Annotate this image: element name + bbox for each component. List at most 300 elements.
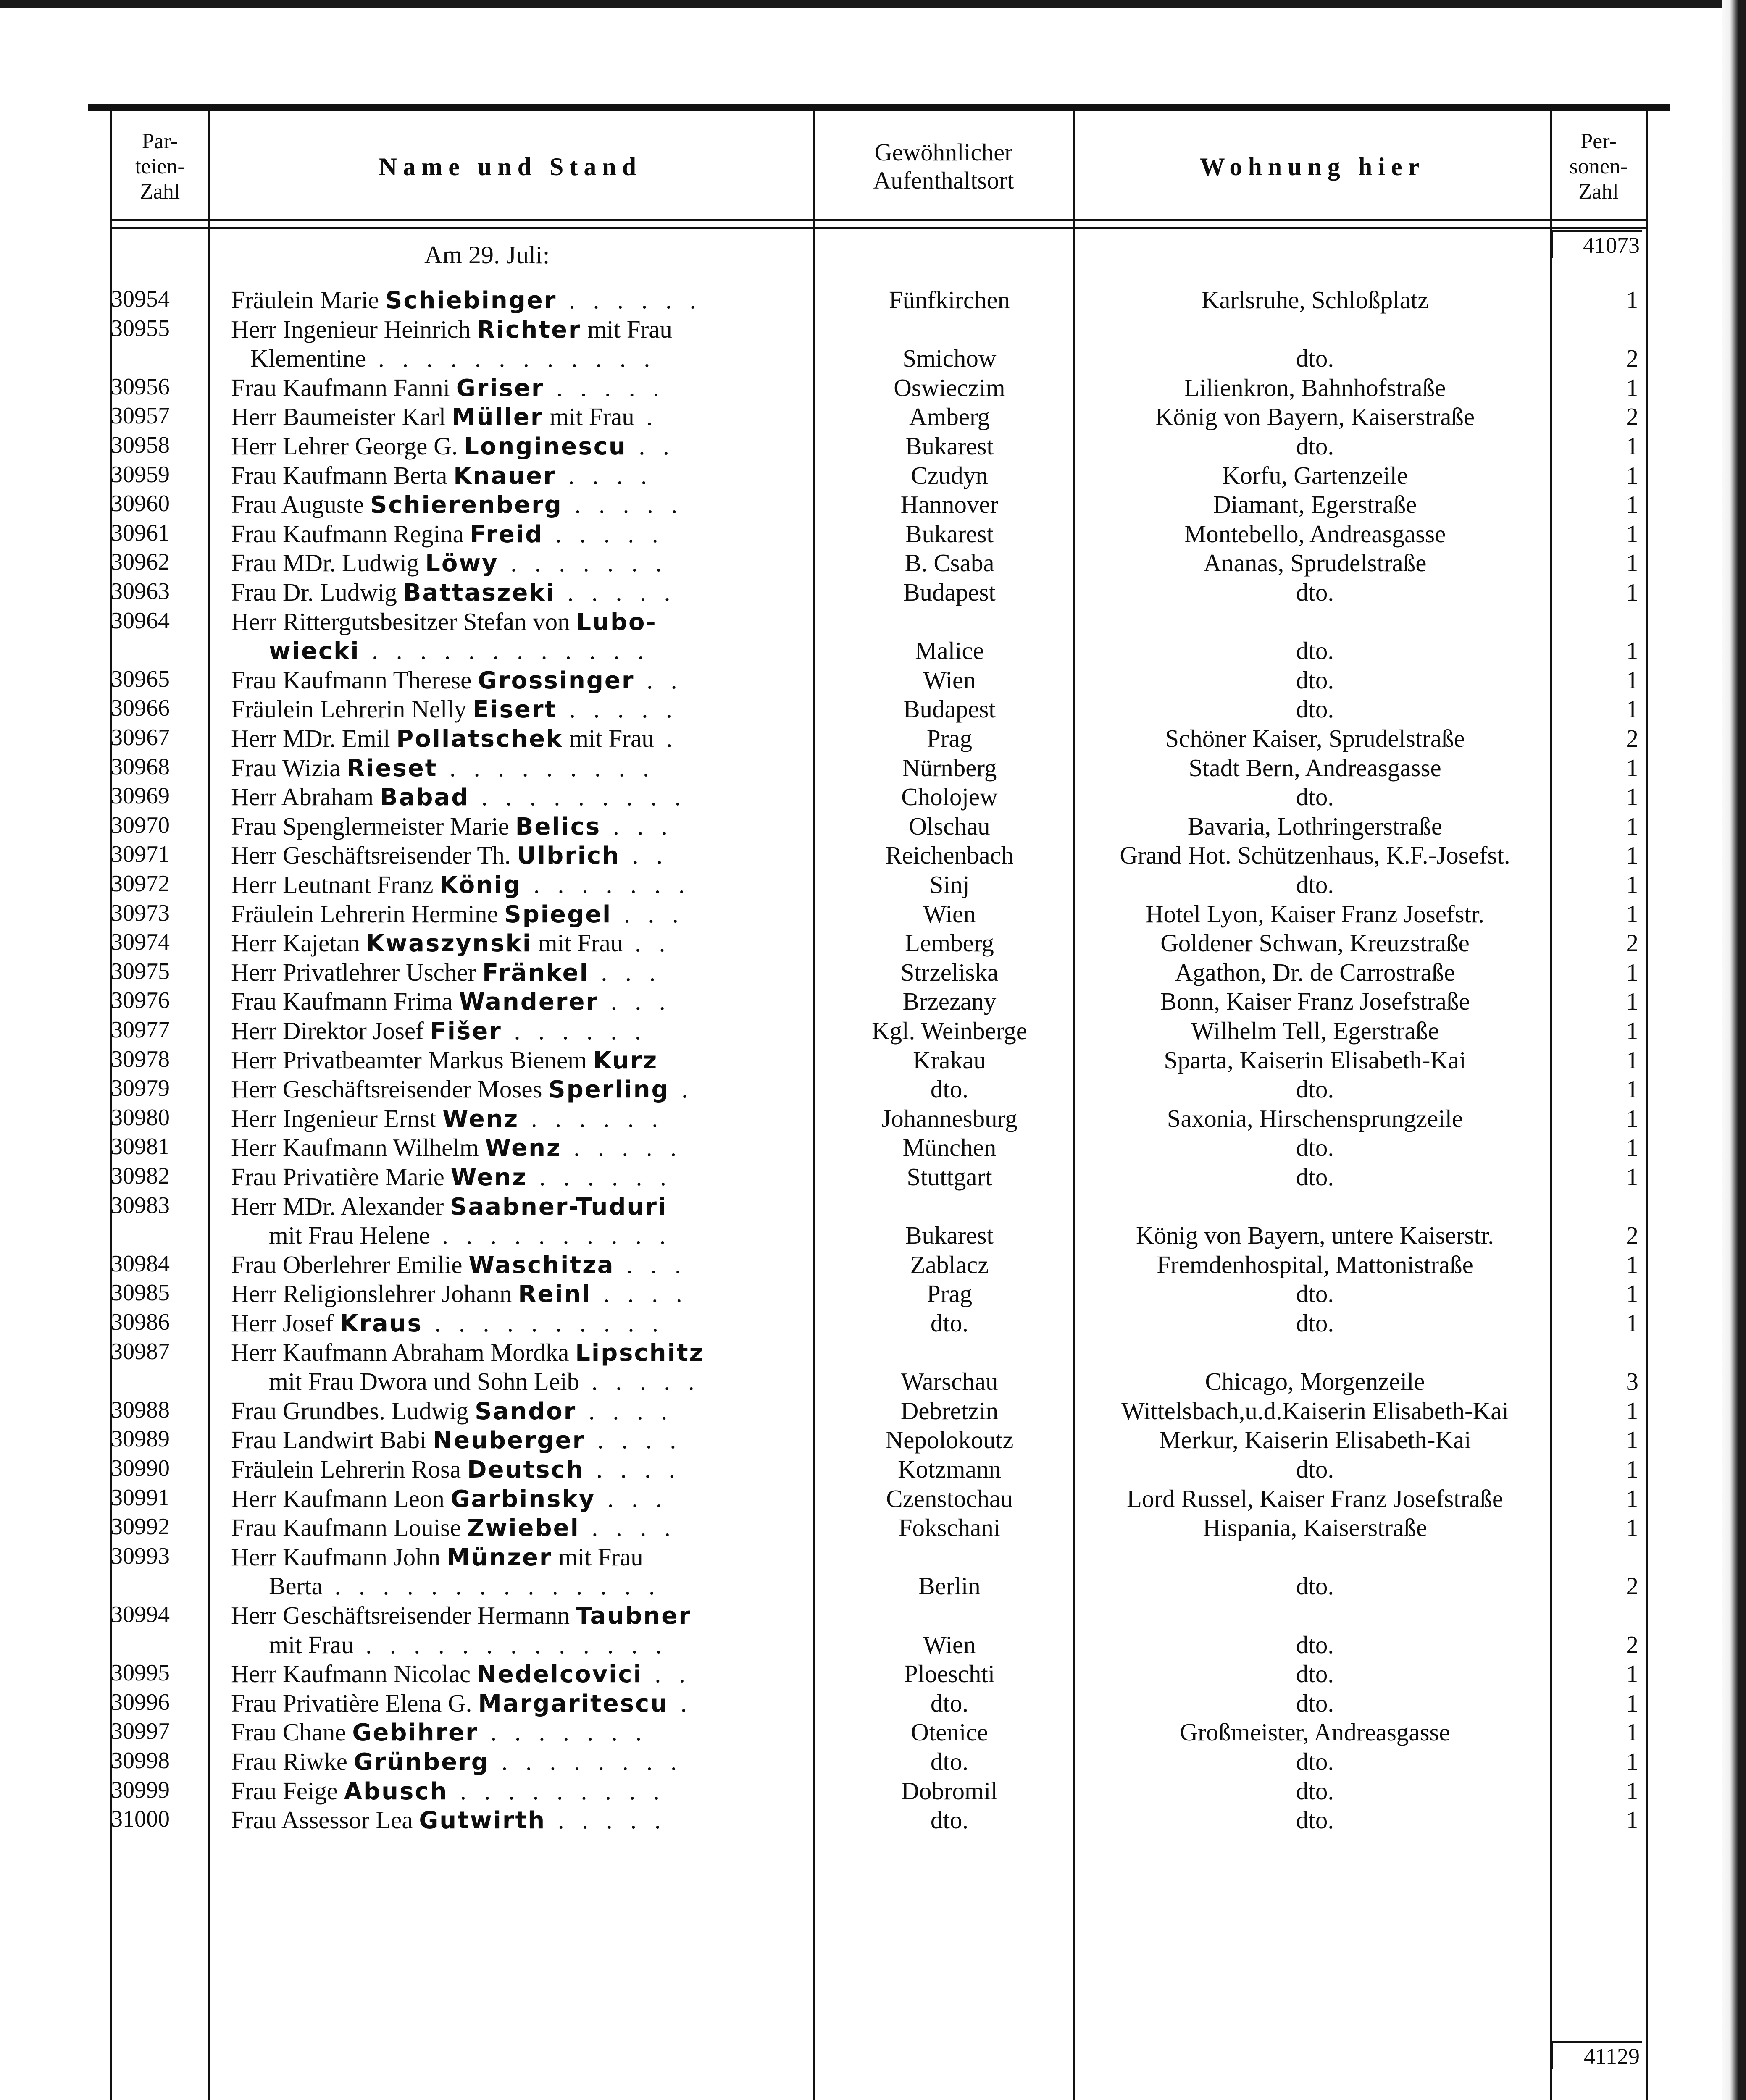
wohnung-hier: Stadt Bern, Andreasgasse <box>1189 753 1441 782</box>
name-und-stand <box>231 841 668 870</box>
leader-dots: . . . . <box>556 461 653 489</box>
leader-dots: . . . <box>599 987 671 1016</box>
surname: Kraus <box>339 1310 423 1337</box>
aufenthaltsort: Warschau <box>901 1368 998 1396</box>
surname: Eisert <box>473 696 557 724</box>
name-prefix: Frau Kaufmann Berta <box>231 461 454 489</box>
leader-dots: . . . <box>601 812 673 840</box>
leader-dots: . . . . . . . . . <box>469 783 687 811</box>
surname: Reinl <box>518 1281 592 1308</box>
name-und-stand <box>231 578 676 607</box>
name-prefix: Frau Oberlehrer Emilie <box>231 1250 469 1278</box>
name-prefix: Frau Riwke <box>231 1748 354 1775</box>
surname: Nedelcovici <box>476 1661 643 1688</box>
wohnung-hier: Bavaria, Lothringerstraße <box>1187 812 1443 840</box>
wohnung-hier: dto. <box>1296 344 1334 373</box>
surname: Sperling <box>548 1076 670 1104</box>
name-prefix: Frau MDr. Ludwig <box>231 549 426 577</box>
name-prefix: Herr Lehrer George G. <box>231 432 464 460</box>
surname: Fišer <box>430 1018 502 1045</box>
name-und-stand <box>231 724 678 753</box>
surname: Neuberger <box>433 1427 586 1454</box>
personen-zahl: 1 <box>1626 1748 1638 1775</box>
name-prefix: Fräulein Lehrerin Hermine <box>231 900 505 928</box>
surname: Löwy <box>425 550 499 578</box>
leader-dots: . . . . . . . . . . . . <box>366 344 656 373</box>
parteien-zahl: 30956 <box>111 373 170 400</box>
surname: Wanderer <box>459 988 599 1016</box>
carry-over-sum: 41073 <box>1551 230 1642 258</box>
surname: Deutsch <box>467 1456 584 1483</box>
aufenthaltsort: Bukarest <box>905 520 994 548</box>
name-prefix: Herr Ingenieur Heinrich <box>231 315 477 343</box>
parteien-zahl: 30998 <box>111 1748 170 1774</box>
surname: Pollatschek <box>396 725 563 753</box>
wohnung-hier: König von Bayern, Kaiserstraße <box>1155 403 1475 431</box>
wohnung-hier: Korfu, Gartenzeile <box>1222 461 1408 489</box>
personen-zahl: 1 <box>1626 1484 1638 1512</box>
aufenthaltsort: Czenstochau <box>886 1484 1013 1512</box>
name-und-stand <box>231 549 668 578</box>
surname: Freid <box>470 520 544 548</box>
aufenthaltsort: Wien <box>923 1630 976 1659</box>
parteien-zahl: 30954 <box>111 286 170 312</box>
aufenthaltsort: Lemberg <box>905 929 994 957</box>
leader-dots: . . . . . . . <box>498 549 668 577</box>
surname: Abusch <box>344 1777 448 1805</box>
header-aufenthaltsort <box>815 118 1072 215</box>
leader-dots: . . . . . . . . . <box>448 1777 665 1805</box>
leader-dots: . . <box>642 1660 691 1688</box>
parteien-zahl: 30989 <box>111 1426 170 1452</box>
parteien-zahl: 30983 <box>111 1192 170 1218</box>
col-line-name <box>208 111 210 2100</box>
name-suffix: mit Frau <box>532 929 623 957</box>
name-und-stand <box>231 1689 693 1718</box>
header-personen-line1: Per- <box>1580 129 1617 154</box>
leader-dots: . . . <box>589 958 662 986</box>
wohnung-hier: Goldener Schwan, Kreuzstraße <box>1160 929 1470 957</box>
wohnung-hier: Agathon, Dr. de Carrostraße <box>1175 958 1455 986</box>
personen-zahl: 1 <box>1626 1777 1638 1805</box>
leader-dots: . . . . . <box>579 1368 700 1396</box>
parteien-zahl: 30995 <box>111 1660 170 1686</box>
surname: Richter <box>476 316 581 344</box>
name-prefix: Frau Kaufmann Louise <box>231 1514 467 1542</box>
name-und-stand <box>231 1133 682 1162</box>
personen-zahl: 1 <box>1626 900 1638 928</box>
leader-dots: . . . . . . . <box>478 1718 648 1746</box>
name-prefix: Herr MDr. Emil <box>231 724 397 752</box>
aufenthaltsort: dto. <box>930 1075 969 1103</box>
name-und-stand <box>231 402 658 431</box>
wohnung-hier: Sparta, Kaiserin Elisabeth-Kai <box>1164 1046 1466 1074</box>
name-prefix: Herr Kaufmann Wilhelm <box>231 1134 485 1162</box>
name-und-stand <box>231 1309 664 1338</box>
leader-dots: . . . . . . . . . . . . <box>360 637 650 665</box>
parteien-zahl: 30981 <box>111 1134 170 1160</box>
aufenthaltsort: dto. <box>930 1689 969 1717</box>
surname: Spiegel <box>504 900 612 928</box>
parteien-zahl: 30974 <box>111 929 170 956</box>
aufenthaltsort: Hannover <box>900 491 999 519</box>
surname: Kurz <box>593 1047 658 1074</box>
name-und-stand <box>231 1338 704 1367</box>
personen-zahl: 1 <box>1626 1718 1638 1746</box>
wohnung-hier: dto. <box>1296 1630 1334 1659</box>
leader-dots: . . <box>623 929 671 957</box>
aufenthaltsort: Bukarest <box>905 1221 994 1250</box>
name-und-stand <box>231 666 683 695</box>
leader-dots: . . . . . . . . <box>489 1748 683 1775</box>
wohnung-hier: dto. <box>1296 1806 1334 1834</box>
aufenthaltsort: Ploeschti <box>904 1660 995 1688</box>
leader-dots: . . <box>626 432 675 460</box>
surname: Sandor <box>475 1397 577 1425</box>
parteien-zahl: 30958 <box>111 432 170 458</box>
personen-zahl: 1 <box>1626 1689 1638 1717</box>
name-und-stand <box>231 1659 691 1688</box>
personen-zahl: 2 <box>1626 1630 1638 1659</box>
parteien-zahl: 30980 <box>111 1104 170 1131</box>
name-und-stand <box>231 929 671 958</box>
name-und-stand <box>231 1279 688 1308</box>
wohnung-hier: König von Bayern, untere Kaiserstr. <box>1136 1221 1494 1250</box>
leader-dots: . <box>634 403 659 431</box>
name-prefix: Fräulein Lehrerin Rosa <box>231 1455 467 1483</box>
wohnung-hier: dto. <box>1296 871 1334 898</box>
surname: Battaszeki <box>403 579 555 606</box>
personen-zahl: 1 <box>1626 1806 1638 1834</box>
personen-zahl: 1 <box>1626 1134 1638 1162</box>
name-und-stand <box>231 286 702 315</box>
wohnung-hier: dto. <box>1296 1163 1334 1191</box>
surname: Ulbrich <box>517 842 621 870</box>
wohnung-hier: Wilhelm Tell, Egerstraße <box>1191 1017 1439 1045</box>
surname: Babad <box>379 784 470 811</box>
name-und-stand <box>231 782 687 811</box>
surname: Taubner <box>576 1602 692 1630</box>
surname: Gebihrer <box>352 1719 479 1747</box>
name-suffix: mit Frau <box>581 315 672 343</box>
wohnung-hier: Saxonia, Hirschensprungzeile <box>1167 1104 1463 1132</box>
wohnung-hier: dto. <box>1296 783 1334 811</box>
name-prefix: mit Frau Dwora und Sohn Leib <box>269 1368 580 1396</box>
aufenthaltsort: Fünfkirchen <box>889 286 1010 314</box>
header-parteien-line1: Par- <box>142 129 178 154</box>
header-personen-line2: sonen- <box>1569 155 1628 179</box>
personen-zahl: 1 <box>1626 1280 1638 1308</box>
aufenthaltsort: Budapest <box>903 695 996 723</box>
surname: Lubo- <box>576 608 657 636</box>
name-und-stand <box>231 1601 692 1630</box>
wohnung-hier: dto. <box>1296 1309 1334 1337</box>
personen-zahl: 1 <box>1626 549 1638 577</box>
surname: Lipschitz <box>575 1339 705 1367</box>
name-und-stand <box>231 870 691 899</box>
parteien-zahl: 30979 <box>111 1075 170 1102</box>
aufenthaltsort: dto. <box>930 1748 969 1775</box>
personen-zahl: 1 <box>1626 1660 1638 1688</box>
parteien-zahl: 31000 <box>111 1806 170 1832</box>
name-prefix: Klementine <box>250 344 366 373</box>
header-personen-zahl <box>1552 118 1645 215</box>
personen-zahl: 1 <box>1626 783 1638 811</box>
header-parteien-line2: teien- <box>135 155 185 179</box>
parteien-zahl: 30977 <box>111 1017 170 1043</box>
name-prefix: Herr Kaufmann Leon <box>231 1484 451 1512</box>
wohnung-hier: Diamant, Egerstraße <box>1213 491 1417 519</box>
leader-dots: . . <box>620 841 669 869</box>
personen-zahl: 2 <box>1626 1221 1638 1250</box>
aufenthaltsort: Stuttgart <box>907 1163 992 1191</box>
surname: König <box>439 872 522 899</box>
leader-dots: . . . . . <box>561 1134 683 1162</box>
name-und-stand <box>231 1777 665 1806</box>
surname: Schiebinger <box>385 287 557 314</box>
name-prefix: Herr Josef <box>231 1309 340 1337</box>
personen-zahl: 1 <box>1626 812 1638 840</box>
surname: Wenz <box>442 1105 519 1133</box>
parteien-zahl: 30990 <box>111 1455 170 1481</box>
aufenthaltsort: Smichow <box>902 344 997 373</box>
name-und-stand <box>269 1572 661 1601</box>
aufenthaltsort: B. Csaba <box>905 549 994 577</box>
leader-dots: . . . . . . <box>519 1104 664 1132</box>
name-und-stand <box>269 636 650 665</box>
name-und-stand <box>231 695 678 724</box>
name-prefix: Herr Kaufmann John <box>231 1543 447 1571</box>
parteien-zahl: 30955 <box>111 315 170 341</box>
name-prefix: Frau Dr. Ludwig <box>231 578 403 606</box>
name-prefix: Herr Kaufmann Abraham Mordka <box>231 1338 576 1366</box>
parteien-zahl: 30971 <box>111 841 170 868</box>
personen-zahl: 1 <box>1626 461 1638 489</box>
parteien-zahl: 30968 <box>111 753 170 780</box>
name-prefix: Frau Grundbes. Ludwig <box>231 1396 475 1425</box>
name-prefix: Herr Religionslehrer Johann <box>231 1280 518 1308</box>
leader-dots: . . . . . . <box>527 1163 672 1191</box>
wohnung-hier: Fremdenhospital, Mattonistraße <box>1157 1250 1473 1278</box>
personen-zahl: 2 <box>1626 724 1638 752</box>
parteien-zahl: 30957 <box>111 403 170 429</box>
date-heading: Am 29. Juli: <box>424 241 550 269</box>
leader-dots: . <box>668 1689 693 1717</box>
leader-dots: . . . . <box>585 1426 682 1454</box>
name-prefix: mit Frau Helene <box>269 1221 430 1250</box>
wohnung-hier: dto. <box>1296 1777 1334 1805</box>
parteien-zahl: 30972 <box>111 871 170 897</box>
personen-zahl: 1 <box>1626 1396 1638 1425</box>
personen-zahl: 1 <box>1626 1455 1638 1483</box>
wohnung-hier: dto. <box>1296 1748 1334 1775</box>
parteien-zahl: 30969 <box>111 783 170 809</box>
surname: Rieset <box>347 754 438 782</box>
personen-zahl: 2 <box>1626 929 1638 957</box>
parteien-zahl: 30967 <box>111 724 170 751</box>
parteien-zahl: 30966 <box>111 695 170 722</box>
name-und-stand <box>231 1718 647 1747</box>
name-prefix: Herr Privatbeamter Markus Bienem <box>231 1046 593 1074</box>
wohnung-hier: Großmeister, Andreasgasse <box>1180 1718 1450 1746</box>
leader-dots: . <box>669 1075 694 1103</box>
name-prefix: Herr Kajetan <box>231 929 366 957</box>
name-prefix: Frau Privatière Elena G. <box>231 1689 479 1717</box>
name-und-stand <box>231 315 672 344</box>
parteien-zahl: 30996 <box>111 1689 170 1715</box>
header-parteien-line3: Zahl <box>139 179 180 204</box>
personen-zahl: 1 <box>1626 491 1638 519</box>
personen-zahl: 1 <box>1626 871 1638 898</box>
leader-dots: . . . <box>612 900 684 928</box>
personen-zahl: 1 <box>1626 753 1638 782</box>
header-rule-2 <box>110 227 1648 229</box>
parteien-zahl: 30992 <box>111 1514 170 1540</box>
aufenthaltsort: Brzezany <box>902 987 997 1016</box>
parteien-zahl: 30970 <box>111 812 170 838</box>
surname: Belics <box>515 813 601 840</box>
name-prefix: Frau Kaufmann Fanni <box>231 373 456 402</box>
parteien-zahl: 30997 <box>111 1718 170 1745</box>
aufenthaltsort: Olschau <box>909 812 990 840</box>
aufenthaltsort: Budapest <box>903 578 996 606</box>
name-prefix: Frau Privatière Marie <box>231 1163 451 1191</box>
personen-zahl: 1 <box>1626 841 1638 869</box>
name-und-stand <box>231 461 653 490</box>
personen-zahl: 1 <box>1626 1514 1638 1542</box>
aufenthaltsort: Debretzin <box>900 1396 999 1425</box>
name-prefix: Frau Landwirt Babi <box>231 1426 433 1454</box>
name-und-stand <box>231 753 655 782</box>
name-prefix: Herr Geschäftsreisender Hermann <box>231 1601 576 1629</box>
wohnung-hier: dto. <box>1296 695 1334 723</box>
leader-dots: . . . . . . . . . . <box>422 1309 664 1337</box>
aufenthaltsort: Nepolokoutz <box>885 1426 1014 1454</box>
wohnung-hier: Wittelsbach,u.d.Kaiserin Elisabeth-Kai <box>1121 1396 1509 1425</box>
aufenthaltsort: Nürnberg <box>902 753 997 782</box>
name-prefix: Frau Auguste <box>231 491 371 519</box>
surname: Kwaszynski <box>366 930 532 958</box>
leader-dots: . . . . . <box>555 578 676 606</box>
surname: Müller <box>452 404 544 431</box>
aufenthaltsort: Sinj <box>929 871 970 898</box>
parteien-zahl: 30978 <box>111 1046 170 1072</box>
name-und-stand <box>231 1163 672 1192</box>
personen-zahl: 1 <box>1626 1163 1638 1191</box>
leader-dots: . . . . . . . . . . . . . . <box>322 1572 661 1600</box>
leader-dots: . . . . . . <box>557 286 702 314</box>
personen-zahl: 1 <box>1626 373 1638 402</box>
aufenthaltsort: Malice <box>915 637 984 665</box>
surname: Waschitza <box>468 1251 615 1279</box>
surname: Schierenberg <box>370 491 563 519</box>
aufenthaltsort: Oswieczim <box>894 373 1005 402</box>
personen-zahl: 1 <box>1626 286 1638 314</box>
aufenthaltsort: Prag <box>926 1280 973 1308</box>
wohnung-hier: dto. <box>1296 1689 1334 1717</box>
leader-dots: . . . <box>595 1484 668 1512</box>
aufenthaltsort: Czudyn <box>911 461 988 489</box>
wohnung-hier: dto. <box>1296 666 1334 694</box>
personen-zahl: 1 <box>1626 1017 1638 1045</box>
leader-dots: . . . . . <box>546 1806 667 1834</box>
header-ort-line2: Aufenthaltsort <box>873 167 1014 194</box>
personen-zahl: 1 <box>1626 578 1638 606</box>
name-und-stand <box>231 520 664 549</box>
surname: Margaritescu <box>478 1690 669 1717</box>
parteien-zahl: 30959 <box>111 461 170 488</box>
parteien-zahl: 30985 <box>111 1280 170 1306</box>
aufenthaltsort: Fokschani <box>898 1514 1001 1542</box>
wohnung-hier: dto. <box>1296 1660 1334 1688</box>
parteien-zahl: 30961 <box>111 520 170 546</box>
name-und-stand <box>231 1747 683 1776</box>
wohnung-hier: dto. <box>1296 1134 1334 1162</box>
leader-dots: . . . . . . . . . . . . . <box>353 1630 668 1659</box>
aufenthaltsort: Berlin <box>918 1572 981 1600</box>
name-prefix: Frau Spenglermeister Marie <box>231 812 515 840</box>
name-und-stand <box>231 958 661 987</box>
personen-zahl: 1 <box>1626 432 1638 460</box>
personen-zahl: 1 <box>1626 958 1638 986</box>
surname: Saabner-Tuduri <box>450 1193 668 1221</box>
name-und-stand <box>231 432 675 461</box>
parteien-zahl: 30960 <box>111 491 170 517</box>
aufenthaltsort: Cholojew <box>901 783 998 811</box>
wohnung-hier: Lord Russel, Kaiser Franz Josefstraße <box>1126 1484 1504 1512</box>
wohnung-hier: Schöner Kaiser, Sprudelstraße <box>1165 724 1465 752</box>
surname: Griser <box>456 374 544 402</box>
name-und-stand <box>269 1367 700 1396</box>
name-prefix: Berta <box>269 1572 323 1600</box>
parteien-zahl: 30975 <box>111 958 170 984</box>
name-und-stand <box>269 1221 671 1250</box>
surname: Grossinger <box>478 667 635 694</box>
personen-zahl: 1 <box>1626 695 1638 723</box>
wohnung-hier: dto. <box>1296 1280 1334 1308</box>
name-und-stand <box>231 987 671 1016</box>
header-name-und-stand: Name und Stand <box>379 152 642 181</box>
wohnung-hier: dto. <box>1296 578 1334 606</box>
parteien-zahl: 30984 <box>111 1250 170 1277</box>
personen-zahl: 1 <box>1626 520 1638 548</box>
name-und-stand <box>231 373 665 402</box>
top-thick-rule <box>88 104 1670 111</box>
name-und-stand <box>231 1425 682 1454</box>
surname: Münzer <box>446 1544 552 1571</box>
name-prefix: Herr Privatlehrer Uscher <box>231 958 482 986</box>
leader-dots: . . . . <box>579 1514 676 1542</box>
name-und-stand <box>231 1075 694 1104</box>
surname: Longinescu <box>464 433 627 460</box>
aufenthaltsort: dto. <box>930 1309 969 1337</box>
leader-dots: . . . . <box>584 1455 681 1483</box>
personen-zahl: 1 <box>1626 987 1638 1016</box>
parteien-zahl: 30964 <box>111 607 170 634</box>
parteien-zahl: 30999 <box>111 1777 170 1803</box>
header-parteien-zahl <box>113 118 207 215</box>
aufenthaltsort: Bukarest <box>905 432 994 460</box>
name-prefix: Frau Feige <box>231 1777 344 1805</box>
personen-zahl: 1 <box>1626 666 1638 694</box>
name-prefix: mit Frau <box>269 1630 354 1659</box>
name-prefix: Herr Geschäftsreisender Th. <box>231 841 517 869</box>
name-prefix: Herr Rittergutsbesitzer Stefan von <box>231 607 576 635</box>
aufenthaltsort: Zablacz <box>910 1250 989 1278</box>
personen-zahl: 1 <box>1626 1250 1638 1278</box>
parteien-zahl: 30986 <box>111 1309 170 1335</box>
surname: Fränkel <box>482 959 589 987</box>
